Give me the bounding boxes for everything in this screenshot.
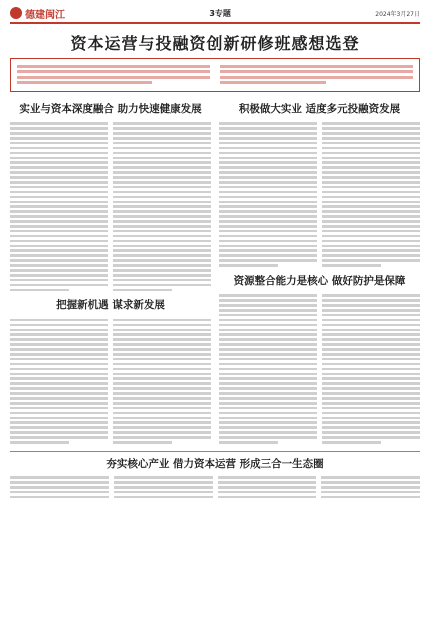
article-title-right-top: 积极做大实业 适度多元投融资发展 [238,103,401,115]
paper-name: 德建闽江 [25,9,65,21]
article-title-bottom: 夯实核心产业 借力资本运营 形成三合一生态圈 [106,457,324,470]
article-title-left-middle: 把握新机遇 谋求新发展 [56,299,165,312]
article-body-left-top [10,120,211,293]
article-title-left-top: 实业与资本深度融合 助力快速健康发展 [19,103,202,115]
left-column [10,97,211,446]
section-divider [10,451,420,452]
paper-logo [10,6,65,21]
right-column [219,97,420,446]
article-body-right-middle [219,292,420,446]
article-body-right-top [219,120,420,269]
lead-intro-box [10,58,420,92]
main-headline: 资本运营与投融资创新研修班感想选登 [70,34,360,53]
article-title-right-middle: 资源整合能力是核心 做好防护是保障 [233,275,406,288]
page-edition: 3专题 [209,8,231,18]
issue-date: 2024年3月27日 [375,10,420,18]
logo-emblem-icon [10,7,22,19]
masthead [10,4,420,24]
article-body-left-middle [10,316,211,445]
article-columns [10,97,420,446]
article-body-bottom [10,474,420,501]
